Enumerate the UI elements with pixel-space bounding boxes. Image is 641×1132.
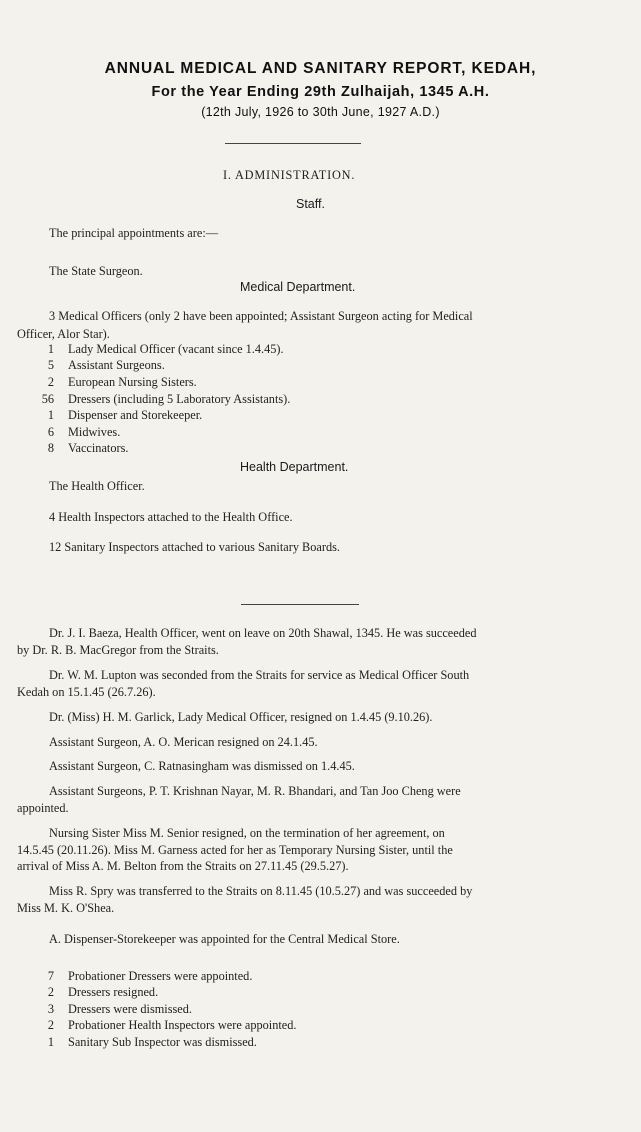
paragraph: Miss R. Spry was transferred to the Straits on 8.11.45 (10.5.27) and was succeeded by bbox=[49, 884, 473, 898]
paragraph: Assistant Surgeon, C. Ratnasingham was dismissed on 1.4.45. bbox=[49, 759, 355, 773]
section-heading: I. ADMINISTRATION. bbox=[223, 168, 356, 182]
paragraph: Nursing Sister Miss M. Senior resigned, on the termination of her agreement, on bbox=[49, 826, 445, 840]
list-item: Assistant Surgeons. bbox=[68, 358, 165, 372]
list-item-number: 2 bbox=[47, 375, 54, 389]
divider-rule bbox=[241, 604, 359, 605]
sanitary-inspectors: 12 Sanitary Inspectors attached to various Sanitary Boards. bbox=[49, 540, 340, 554]
list-item: Dressers were dismissed. bbox=[68, 1002, 192, 1016]
list-item: Midwives. bbox=[68, 425, 121, 439]
report-subtitle: For the Year Ending 29th Zulhaijah, 1345 A.H. bbox=[151, 84, 490, 100]
paragraph: arrival of Miss A. M. Belton from the Straits on 27.11.45 (29.5.27). bbox=[17, 859, 349, 873]
paragraph: appointed. bbox=[17, 801, 69, 815]
list-item-number: 1 bbox=[47, 408, 54, 422]
list-item: Lady Medical Officer (vacant since 1.4.45). bbox=[68, 342, 284, 356]
list-item: Probationer Health Inspectors were appointed. bbox=[68, 1018, 297, 1032]
list-item: Dispenser and Storekeeper. bbox=[68, 408, 203, 422]
paragraph: A. Dispenser-Storekeeper was appointed for the Central Medical Store. bbox=[49, 932, 400, 946]
medical-officers-line: 3 Medical Officers (only 2 have been appointed; Assistant Surgeon acting for Medical bbox=[49, 309, 473, 323]
medical-officers-line-cont: Officer, Alor Star). bbox=[17, 327, 110, 341]
paragraph: by Dr. R. B. MacGregor from the Straits. bbox=[17, 643, 219, 657]
list-item-number: 56 bbox=[41, 392, 54, 406]
list-item-number: 6 bbox=[47, 425, 54, 439]
report-period: (12th July, 1926 to 30th June, 1927 A.D.) bbox=[201, 105, 440, 119]
paragraph: Dr. W. M. Lupton was seconded from the Straits for service as Medical Officer South bbox=[49, 668, 470, 682]
list-item: Sanitary Sub Inspector was dismissed. bbox=[68, 1035, 257, 1049]
list-item: Probationer Dressers were appointed. bbox=[68, 969, 253, 983]
health-inspectors: 4 Health Inspectors attached to the Health Office. bbox=[49, 510, 293, 524]
list-item-number: 1 bbox=[47, 1035, 54, 1049]
list-item-number: 5 bbox=[47, 358, 54, 372]
paragraph: Dr. (Miss) H. M. Garlick, Lady Medical Officer, resigned on 1.4.45 (9.10.26). bbox=[49, 710, 433, 724]
paragraph: Dr. J. I. Baeza, Health Officer, went on leave on 20th Shawal, 1345. He was succeeded bbox=[49, 626, 477, 640]
list-item: Vaccinators. bbox=[68, 441, 129, 455]
list-item-number: 2 bbox=[47, 985, 54, 999]
intro-text: The principal appointments are:— bbox=[49, 226, 219, 240]
report-title: ANNUAL MEDICAL AND SANITARY REPORT, KEDAH, bbox=[104, 60, 537, 77]
paragraph: Kedah on 15.1.45 (26.7.26). bbox=[17, 685, 156, 699]
health-department-heading: Health Department. bbox=[240, 460, 349, 474]
list-item-number: 2 bbox=[47, 1018, 54, 1032]
list-item-number: 3 bbox=[47, 1002, 54, 1016]
paragraph: Assistant Surgeon, A. O. Merican resigned on 24.1.45. bbox=[49, 735, 318, 749]
list-item: European Nursing Sisters. bbox=[68, 375, 197, 389]
state-surgeon: The State Surgeon. bbox=[49, 264, 143, 278]
paragraph: 14.5.45 (20.11.26). Miss M. Garness acted for her as Temporary Nursing Sister, until the bbox=[17, 843, 453, 857]
paragraph: Miss M. K. O'Shea. bbox=[17, 901, 115, 915]
paragraph: Assistant Surgeons, P. T. Krishnan Nayar, M. R. Bhandari, and Tan Joo Cheng were bbox=[49, 784, 461, 798]
list-item-number: 1 bbox=[47, 342, 54, 356]
list-item: Dressers (including 5 Laboratory Assistants). bbox=[68, 392, 291, 406]
divider-rule bbox=[225, 143, 361, 144]
list-item-number: 8 bbox=[47, 441, 54, 455]
list-item: Dressers resigned. bbox=[68, 985, 159, 999]
list-item-number: 7 bbox=[47, 969, 54, 983]
staff-heading: Staff. bbox=[296, 197, 325, 211]
health-officer: The Health Officer. bbox=[49, 479, 145, 493]
medical-department-heading: Medical Department. bbox=[240, 280, 356, 294]
